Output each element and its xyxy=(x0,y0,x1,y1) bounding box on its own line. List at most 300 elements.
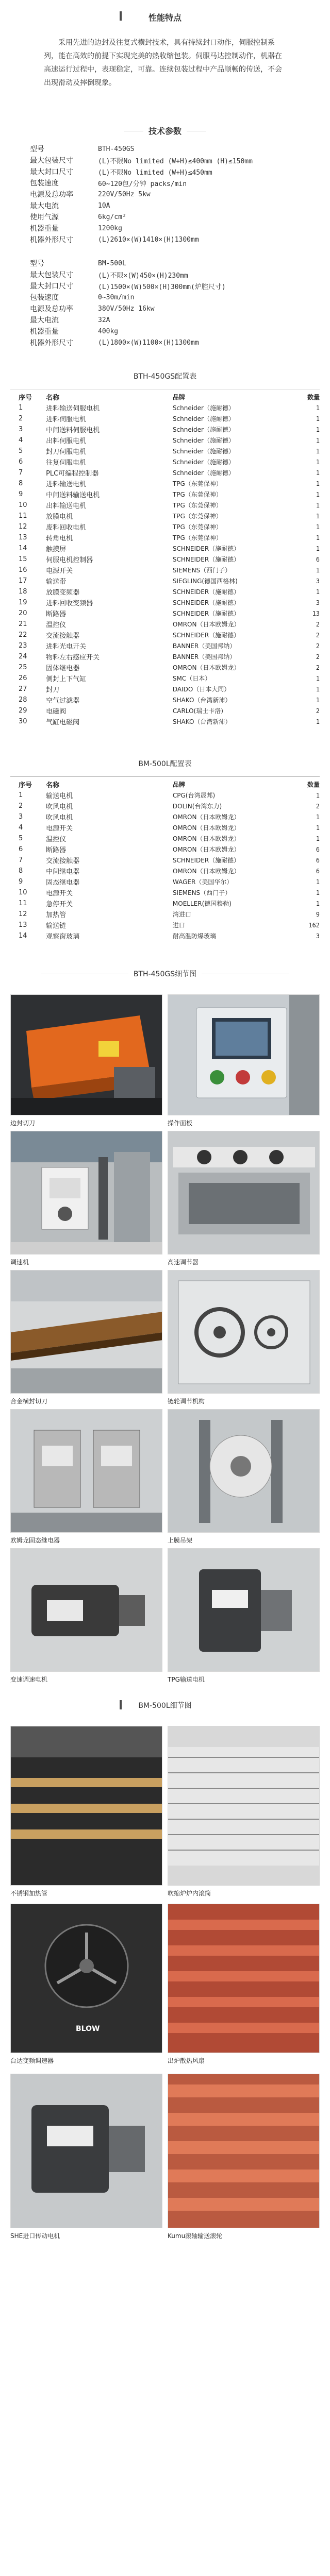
spec-table-model2 xyxy=(10,258,320,348)
table-row xyxy=(10,790,320,801)
table-cell: Schneider（施耐德） xyxy=(172,469,235,477)
caption-1: 边封切刀 xyxy=(10,1120,36,1127)
table-cell: 4 xyxy=(19,436,23,444)
detail2-header xyxy=(0,1700,330,1710)
caption-10: TPG输送电机 xyxy=(168,1676,205,1683)
photo-she-motor xyxy=(10,2074,162,2228)
table-row xyxy=(10,619,320,630)
table-cell: 17 xyxy=(19,577,27,585)
table-cell: 6 xyxy=(316,845,320,853)
table-cell: 3 xyxy=(316,932,320,940)
table-row xyxy=(10,630,320,640)
table-cell: 1 xyxy=(316,501,320,509)
table-cell: Schneider（施耐德） xyxy=(172,415,235,422)
cfg-header-cell: 数量 xyxy=(307,394,320,401)
spec-key: 最大封口尺寸 xyxy=(30,168,73,176)
cfg2-table xyxy=(10,779,320,941)
table-row xyxy=(10,920,320,930)
table-row xyxy=(10,909,320,920)
table-cell: 3 xyxy=(316,599,320,606)
caption-13: 台达变频调速器 xyxy=(10,2057,54,2064)
spec-key: 电源及总功率 xyxy=(30,305,73,313)
table-cell: TPG（东莞保神） xyxy=(172,523,222,531)
spec-key: 电源及总功率 xyxy=(30,191,73,199)
table-cell: 固态继电器 xyxy=(46,879,80,887)
table-row xyxy=(10,532,320,543)
tech-title: 技术参数 xyxy=(143,125,187,137)
table-cell: PLC可编程控制器 xyxy=(46,470,99,478)
table-row xyxy=(10,402,320,413)
table-cell: 进料光电开关 xyxy=(46,643,87,651)
table-row xyxy=(10,575,320,586)
table-cell: 6 xyxy=(316,856,320,864)
table-cell: 14 xyxy=(19,932,27,940)
photo-high-speed-adjuster xyxy=(168,1131,320,1255)
table-cell: 1 xyxy=(316,469,320,477)
table-cell: 1 xyxy=(316,480,320,487)
table-cell: 20 xyxy=(19,609,27,617)
table-cell: 1 xyxy=(316,791,320,799)
table-cell: 急停开关 xyxy=(46,901,73,908)
table-cell: 2 xyxy=(316,707,320,715)
detail2-title: BM-500L细节图 xyxy=(133,1700,196,1710)
table-cell: 触摸屏 xyxy=(46,546,67,553)
table-row xyxy=(10,446,320,456)
table-cell: 1 xyxy=(316,566,320,574)
table-cell: 1 xyxy=(316,447,320,455)
table-row xyxy=(10,705,320,716)
table-cell: 1 xyxy=(316,674,320,682)
table-cell: 往复伺服电机 xyxy=(46,459,87,467)
table-cell: 1 xyxy=(316,458,320,466)
table-cell: 11 xyxy=(19,512,27,520)
table-cell: 进料输送伺服电机 xyxy=(46,405,100,413)
table-cell: 28 xyxy=(19,696,27,704)
table-cell: 伺服电机控制器 xyxy=(46,556,93,564)
table-cell: 中间送料输送电机 xyxy=(46,492,100,499)
photo-film-hanger xyxy=(168,1409,320,1533)
features-title: 性能特点 xyxy=(143,11,187,23)
table-cell: 温控仪 xyxy=(46,621,67,629)
table-cell: 进口 xyxy=(172,922,185,929)
cfg1-table xyxy=(10,392,320,727)
table-cell: 侧封上下气缸 xyxy=(46,675,87,683)
table-row xyxy=(10,586,320,597)
table-cell: 23 xyxy=(19,642,27,650)
table-cell: 电源开关 xyxy=(46,825,73,833)
table-cell: Schneider（施耐德） xyxy=(172,437,235,444)
table-row xyxy=(10,565,320,575)
spec-row xyxy=(10,234,320,245)
cfg1-title: BTH-450GS配置表 xyxy=(128,371,202,381)
table-cell: 9 xyxy=(19,490,23,498)
table-cell: 11 xyxy=(19,900,27,907)
table-cell: 1 xyxy=(316,534,320,541)
table-cell: 5 xyxy=(19,447,23,455)
table-cell: 2 xyxy=(316,653,320,660)
table-cell: 出料伺服电机 xyxy=(46,437,87,445)
spec-key: 型号 xyxy=(30,260,44,268)
table-cell: 2 xyxy=(316,631,320,639)
spec-row xyxy=(10,269,320,280)
spec-row xyxy=(10,211,320,223)
table-row xyxy=(10,608,320,619)
spec-value: 0~30m/min xyxy=(98,293,135,301)
table-cell: 162 xyxy=(308,921,320,929)
spec-key: 最大包装尺寸 xyxy=(30,271,73,279)
caption-14: 出炉散热风扇 xyxy=(168,2057,205,2064)
caption-11: 不锈钢加热管 xyxy=(10,1890,48,1897)
caption-3: 调速机 xyxy=(10,1259,29,1266)
table-cell: 15 xyxy=(19,555,27,563)
table-cell: 废料回收电机 xyxy=(46,524,87,532)
table-cell: 1 xyxy=(316,889,320,896)
spec-value: BM-500L xyxy=(98,259,126,267)
table-cell: 1 xyxy=(316,545,320,552)
table-row xyxy=(10,597,320,608)
table-cell: 吹风电机 xyxy=(46,803,73,811)
table-cell: 物料左右感应开关 xyxy=(46,654,100,662)
table-cell: 1 xyxy=(316,824,320,832)
spec-value: (L)2610×(W)1410×(H)1300mm xyxy=(98,235,199,244)
caption-2: 操作面板 xyxy=(168,1120,193,1127)
table-cell: 25 xyxy=(19,664,27,671)
table-cell: 21 xyxy=(19,620,27,628)
table-row xyxy=(10,866,320,876)
table-row xyxy=(10,876,320,887)
features-text: 采用先进的边封及往复式横封技术，具有持续封口动作，伺服控制系列，能在高效的前提下实现完美的热收缩包装。伺服马达控制动作，机器在高速运行过程中，表现稳定，可靠。连续包装过程中产品顺畅的传送，不会出现滑动及摔倒现象。 xyxy=(44,39,282,87)
spec-key: 最大封口尺寸 xyxy=(30,282,73,291)
spec-row xyxy=(10,280,320,292)
table-cell: 5 xyxy=(19,835,23,842)
spec-value: (L)1500×(W)500×(H)300mm(炉腔尺寸) xyxy=(98,283,226,291)
table-row xyxy=(10,435,320,446)
table-cell: 1 xyxy=(316,835,320,842)
table-row xyxy=(10,500,320,511)
table-cell: 放膜电机 xyxy=(46,513,73,521)
table-cell: 1 xyxy=(316,415,320,422)
blow-label: BLOW xyxy=(76,2025,100,2033)
table-cell: 断路器 xyxy=(46,846,67,854)
spec-key: 机器外形尺寸 xyxy=(30,236,73,244)
detail1-title: BTH-450GS细节图 xyxy=(128,969,202,979)
spec-row xyxy=(10,166,320,177)
table-cell: 2 xyxy=(316,620,320,628)
table-cell: SHAKO（台湾新沛） xyxy=(172,718,232,725)
table-row xyxy=(10,801,320,811)
table-cell: 加热管 xyxy=(46,911,67,919)
spec-row xyxy=(10,155,320,166)
spec-key: 机器重量 xyxy=(30,328,59,336)
table-cell: TPG（东莞保神） xyxy=(172,513,222,520)
table-cell: 1 xyxy=(316,512,320,520)
table-cell: 3 xyxy=(316,577,320,585)
table-cell: 空气过滤器 xyxy=(46,697,80,705)
table-cell: SCHNEIDER（施耐德） xyxy=(172,857,240,864)
spec-value: 400kg xyxy=(98,327,119,335)
table-cell: 1 xyxy=(316,436,320,444)
caption-12: 吹缩炉炉内滚筒 xyxy=(168,1890,211,1897)
spec-value: BTH-450GS xyxy=(98,145,135,153)
spec-value: (L)不限No limited (W+H)≤400mm (H)≤150mm xyxy=(98,157,253,165)
photo-operation-panel xyxy=(168,994,320,1115)
table-row xyxy=(10,855,320,866)
spec-value: 10A xyxy=(98,201,110,210)
table-cell: 1 xyxy=(316,900,320,907)
table-row xyxy=(10,833,320,844)
table-cell: 2 xyxy=(316,664,320,671)
table-cell: 1 xyxy=(19,404,23,412)
table-cell: 13 xyxy=(19,921,27,929)
tech-header xyxy=(0,125,330,137)
table-cell: SCHNEIDER（施耐德） xyxy=(172,545,240,552)
table-cell: 7 xyxy=(19,856,23,864)
spec-value: (L)不限×(W)450×(H)230mm xyxy=(98,272,188,280)
table-cell: OMRON（日本欧姆龙） xyxy=(172,824,240,832)
table-cell: 放膜变频器 xyxy=(46,589,80,597)
caption-4: 高速调节器 xyxy=(168,1259,199,1266)
table-cell: 29 xyxy=(19,707,27,715)
spec-key: 型号 xyxy=(30,145,44,154)
table-cell: SCHNEIDER（施耐德） xyxy=(172,610,240,617)
table-cell: 14 xyxy=(19,545,27,552)
table-cell: 24 xyxy=(19,653,27,660)
photo-oven-rollers xyxy=(168,1726,320,1886)
table-cell: 19 xyxy=(19,599,27,606)
table-cell: Schneider（施耐德） xyxy=(172,404,235,412)
table-cell: 耐高温防爆玻璃 xyxy=(172,933,216,940)
spec-row xyxy=(10,314,320,326)
table-cell: 吹风电机 xyxy=(46,814,73,822)
table-cell: CARLO(瑞士卡洛) xyxy=(172,707,223,715)
caption-8: 上膜吊架 xyxy=(168,1537,193,1544)
table-cell: 出料输送电机 xyxy=(46,502,87,510)
table-cell: 3 xyxy=(19,426,23,433)
table-cell: 电磁阀 xyxy=(46,708,67,716)
cfg-header-cell: 品牌 xyxy=(172,781,185,788)
table-cell: OMRON（日本欧姆龙） xyxy=(172,814,240,821)
caption-9: 变速调速电机 xyxy=(10,1676,48,1683)
table-row xyxy=(10,489,320,500)
table-cell: 断路器 xyxy=(46,611,67,618)
table-row xyxy=(10,662,320,673)
table-cell: SIEMENS（西门子） xyxy=(172,567,232,574)
spec-row xyxy=(10,292,320,303)
table-cell: 10 xyxy=(19,501,27,509)
table-cell: OMRON（日本欧姆龙） xyxy=(172,868,240,875)
features-header xyxy=(0,11,330,23)
cfg-header-cell: 序号 xyxy=(19,782,32,789)
caption-16: Kumu滚轴输送滚轮 xyxy=(168,2232,223,2240)
table-cell: 1 xyxy=(316,685,320,693)
spec-row xyxy=(10,189,320,200)
table-row xyxy=(10,478,320,489)
spec-value: (L)1800×(W)1100×(H)1300mm xyxy=(98,338,199,347)
spec-row xyxy=(10,337,320,348)
table-cell: OMRON（日本欧姆龙） xyxy=(172,835,240,842)
photo-tpg-motor xyxy=(168,1548,320,1672)
table-row xyxy=(10,822,320,833)
table-cell: 交流接触器 xyxy=(46,632,80,640)
table-row xyxy=(10,930,320,941)
table-cell: 6 xyxy=(19,458,23,466)
table-cell: SIEGLING(德国西格林) xyxy=(172,578,238,585)
table-cell: 气缸电磁阀 xyxy=(46,719,80,726)
table-cell: TPG（东莞保神） xyxy=(172,502,222,509)
spec-key: 使用气源 xyxy=(30,213,59,222)
table-cell: SIEMENS（西门子） xyxy=(172,889,232,896)
table-cell: 3 xyxy=(19,813,23,821)
table-cell: MOELLER(德国穆勒) xyxy=(172,900,232,907)
table-cell: 13 xyxy=(19,534,27,541)
table-cell: 26 xyxy=(19,674,27,682)
cfg1-header xyxy=(0,371,330,381)
spec-row xyxy=(10,223,320,234)
table-cell: 输送带 xyxy=(46,578,67,586)
cfg-header-row xyxy=(10,392,320,402)
table-cell: 封刀伺服电机 xyxy=(46,448,87,456)
spec-row xyxy=(10,143,320,155)
table-cell: OMRON（日本欧姆龙） xyxy=(172,621,240,628)
table-cell: 16 xyxy=(19,566,27,574)
table-cell: 中间继电器 xyxy=(46,868,80,876)
table-cell: SCHNEIDER（施耐德） xyxy=(172,556,240,563)
table-cell: 9 xyxy=(19,878,23,886)
spec-row xyxy=(10,326,320,337)
table-cell: 18 xyxy=(19,588,27,596)
table-cell: 封刀 xyxy=(46,686,60,694)
spec-key: 最大包装尺寸 xyxy=(30,157,73,165)
table-cell: 30 xyxy=(19,718,27,725)
spec-value: (L)不限No limited (W+H)≤450mm xyxy=(98,168,212,177)
table-cell: WAGER（美国华尔） xyxy=(172,878,233,886)
table-cell: 6 xyxy=(19,845,23,853)
table-cell: 1 xyxy=(19,791,23,799)
table-cell: 7 xyxy=(19,469,23,477)
table-cell: 22 xyxy=(19,631,27,639)
table-row xyxy=(10,844,320,855)
spec-key: 最大电流 xyxy=(30,202,59,210)
spec-row xyxy=(10,177,320,189)
table-cell: 10 xyxy=(19,889,27,896)
photo-variable-speed-motor xyxy=(10,1548,162,1672)
table-cell: 湾进口 xyxy=(172,911,191,918)
table-cell: DAIDO（日本大同） xyxy=(172,686,230,693)
table-cell: BANNER（美国邦纳） xyxy=(172,653,236,660)
table-cell: 温控仪 xyxy=(46,836,67,843)
cfg-header-cell: 品牌 xyxy=(172,394,185,401)
table-cell: 1 xyxy=(316,696,320,704)
table-row xyxy=(10,413,320,424)
photo-roller-wheel xyxy=(168,2074,320,2228)
table-row xyxy=(10,511,320,521)
table-cell: 12 xyxy=(19,910,27,918)
table-row xyxy=(10,811,320,822)
table-row xyxy=(10,554,320,565)
table-cell: 交流接触器 xyxy=(46,857,80,865)
table-cell: SCHNEIDER（施耐德） xyxy=(172,588,240,596)
photo-heating-tubes xyxy=(10,1726,162,1886)
cfg-header-cell: 数量 xyxy=(307,781,320,788)
cfg-header-row xyxy=(10,779,320,790)
table-row xyxy=(10,716,320,727)
table-cell: 1 xyxy=(316,404,320,412)
table-cell: 1 xyxy=(316,588,320,596)
table-row xyxy=(10,898,320,909)
spec-key: 最大电流 xyxy=(30,316,59,325)
spec-key: 包装速度 xyxy=(30,294,59,302)
table-cell: 12 xyxy=(19,523,27,531)
table-cell: 6 xyxy=(316,555,320,563)
caption-5: 合金横封切刀 xyxy=(10,1398,48,1405)
table-cell: TPG（东莞保神） xyxy=(172,491,222,498)
table-cell: 2 xyxy=(19,415,23,422)
table-cell: 1 xyxy=(316,490,320,498)
caption-15: SHE进口传动电机 xyxy=(10,2232,60,2240)
photo-omron-relay xyxy=(10,1409,162,1533)
spec-key: 机器重量 xyxy=(30,225,59,233)
table-cell: 13 xyxy=(312,609,320,617)
table-cell: Schneider（施耐德） xyxy=(172,448,235,455)
table-cell: OMRON（日本欧姆龙） xyxy=(172,664,240,671)
cfg-header-cell: 序号 xyxy=(19,394,32,402)
table-row xyxy=(10,424,320,435)
table-cell: 2 xyxy=(316,642,320,650)
table-cell: Schneider（施耐德） xyxy=(172,459,235,466)
spec-value: 220V/50Hz 5kw xyxy=(98,190,151,198)
table-row xyxy=(10,467,320,478)
table-cell: SMC（日本） xyxy=(172,675,211,682)
table-cell: 进料伺服电机 xyxy=(46,416,87,423)
spec-value: 6kg/cm² xyxy=(98,213,126,221)
table-row xyxy=(10,887,320,898)
table-cell: 1 xyxy=(316,426,320,433)
table-cell: SCHNEIDER（施耐德） xyxy=(172,599,240,606)
spec-table-model1 xyxy=(10,143,320,245)
spec-row xyxy=(10,303,320,314)
photo-side-seal-cutter xyxy=(10,994,162,1115)
table-row xyxy=(10,456,320,467)
caption-6: 链轮调节机构 xyxy=(168,1398,205,1405)
table-cell: 1 xyxy=(316,523,320,531)
table-cell: 1 xyxy=(316,878,320,886)
table-cell: 4 xyxy=(19,824,23,832)
table-row xyxy=(10,521,320,532)
cfg-header-cell: 名称 xyxy=(46,394,60,402)
table-cell: OMRON（日本欧姆龙） xyxy=(172,846,240,853)
table-cell: Schneider（施耐德） xyxy=(172,426,235,433)
table-cell: 1 xyxy=(316,813,320,821)
table-cell: 观察窗玻璃 xyxy=(46,933,80,941)
table-cell: 2 xyxy=(316,802,320,810)
table-cell: CPG(台湾晟邦) xyxy=(172,792,216,799)
table-row xyxy=(10,673,320,684)
table-cell: 中间送料伺服电机 xyxy=(46,427,100,434)
photo-sprocket-adjust xyxy=(168,1270,320,1394)
table-cell: 1 xyxy=(316,718,320,725)
spec-value: 380V/50Hz 16kw xyxy=(98,304,155,313)
table-cell: SHAKO（台湾新沛） xyxy=(172,697,232,704)
table-cell: SCHNEIDER（施耐德） xyxy=(172,632,240,639)
spec-row xyxy=(10,200,320,211)
spec-value: 1200kg xyxy=(98,224,122,232)
table-cell: 电源开关 xyxy=(46,890,73,897)
cfg2-title: BM-500L配置表 xyxy=(133,758,196,769)
spec-key: 机器外形尺寸 xyxy=(30,339,73,347)
photo-alloy-cross-seal xyxy=(10,1270,162,1394)
spec-value: 32A xyxy=(98,316,110,324)
table-cell: 8 xyxy=(19,867,23,875)
